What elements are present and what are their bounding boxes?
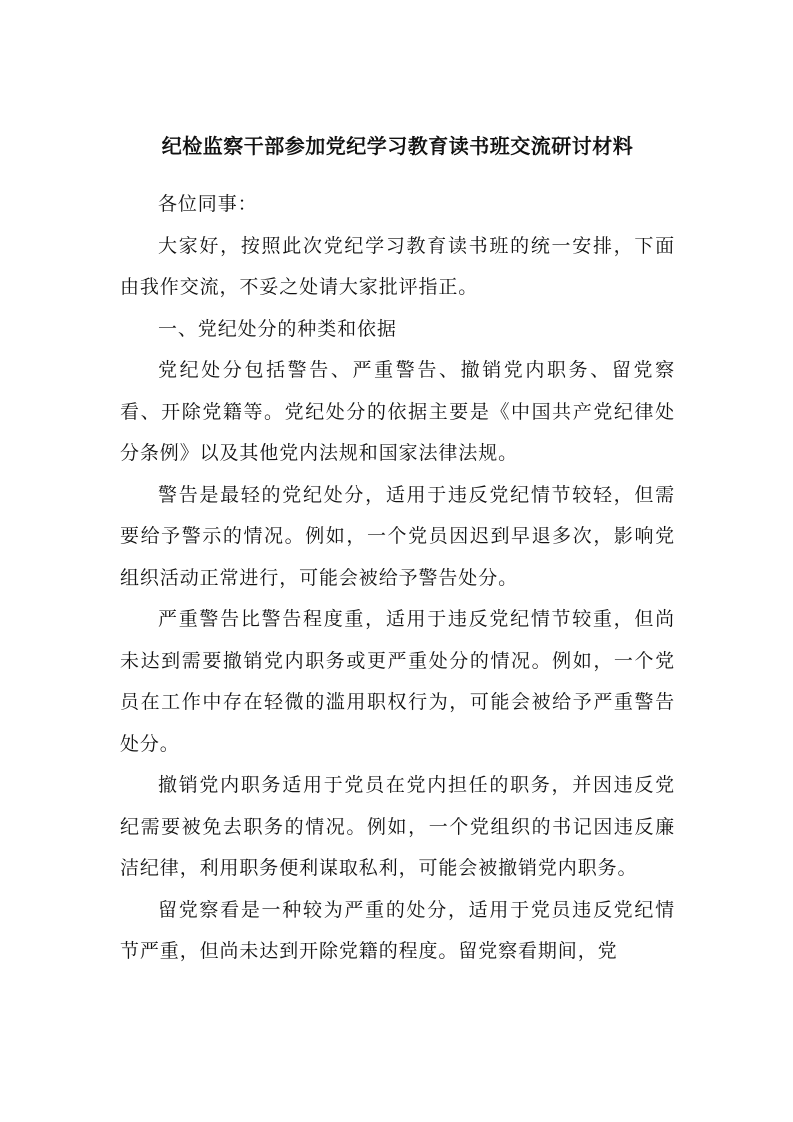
document-title: 纪检监察干部参加党纪学习教育读书班交流研讨材料 <box>161 134 634 158</box>
document-body <box>120 184 675 973</box>
paragraph-serious-warning: 严重警告比警告程度重，适用于违反党纪情节较重，但尚未达到需要撤销党内职务或更严重处分的情况。例如，一个党员在工作中存在轻微的滥用职权行为，可能会被给予严重警告处分。 <box>120 608 675 755</box>
paragraph-warning: 警告是最轻的党纪处分，适用于违反党纪情节较轻，但需要给予警示的情况。例如，一个党员因迟到早退多次，影响党组织活动正常进行，可能会被给予警告处分。 <box>120 483 675 589</box>
paragraph-probation: 留党察看是一种较为严重的处分，适用于党员违反党纪情节严重，但尚未达到开除党籍的程度。留党察看期间，党 <box>120 898 675 962</box>
paragraph-removal-from-post: 撤销党内职务适用于党员在党内担任的职务，并因违反党纪需要被免去职务的情况。例如，一个党组织的书记因违反廉洁纪律，利用职务便利谋取私利，可能会被撤销党内职务。 <box>120 774 675 879</box>
opening-paragraph: 大家好，按照此次党纪学习教育读书班的统一安排，下面由我作交流，不妥之处请大家批评指正。 <box>120 234 675 298</box>
document-content <box>120 128 675 973</box>
section-heading: 一、党纪处分的种类和依据 <box>158 317 397 340</box>
paragraph-discipline-types: 党纪处分包括警告、严重警告、撤销党内职务、留党察看、开除党籍等。党纪处分的依据主要是《中国共产党纪律处分条例》以及其他党内法规和国家法律法规。 <box>120 359 675 464</box>
salutation: 各位同事： <box>158 193 258 215</box>
